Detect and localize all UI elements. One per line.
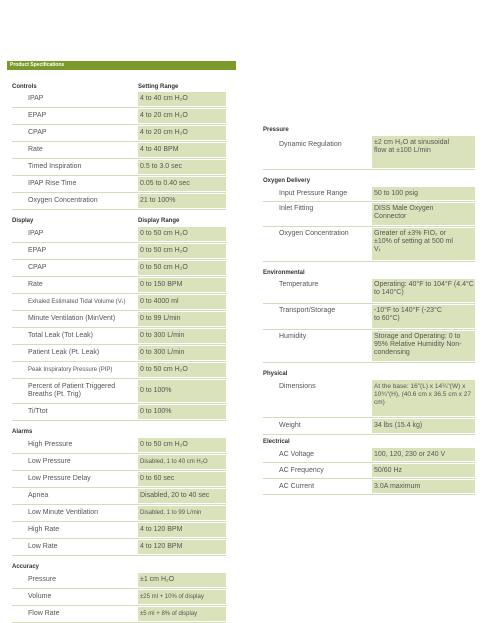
- spec-value: 100, 120, 230 or 240 V: [372, 448, 475, 461]
- spec-label: Patient Leak (Pt. Leak): [28, 349, 100, 356]
- spec-value: Disabled, 1 to 99 L/min: [138, 506, 226, 520]
- spec-row: [12, 471, 226, 488]
- spec-row: [263, 463, 475, 479]
- spec-label: Oxygen Concentration: [28, 197, 98, 204]
- spec-label: High Rate: [28, 526, 60, 533]
- spec-row: [12, 362, 226, 379]
- left-spec-column: [12, 81, 226, 623]
- spec-label: Inlet Fitting: [279, 205, 314, 212]
- spec-value: Disabled, 1 to 40 cm H₂O: [138, 455, 226, 469]
- spec-label: Flow Rate: [28, 610, 60, 617]
- spec-row: [12, 260, 226, 277]
- spec-row: [12, 125, 226, 142]
- oxygen-delivery-header: [263, 170, 475, 186]
- environmental-heading: Environmental: [263, 270, 305, 276]
- spec-value: 50 to 100 psig: [372, 187, 475, 200]
- spec-row: [12, 176, 226, 193]
- spec-label: Low Rate: [28, 543, 58, 550]
- spec-value: ±2 cm H₂O at sinusoidal flow at ±100 L/min: [372, 136, 475, 168]
- right-spec-column: [263, 123, 475, 495]
- accuracy-header: [12, 556, 226, 572]
- spec-label: AC Current: [279, 482, 315, 490]
- spec-label: Oxygen Concentration: [279, 230, 349, 237]
- spec-value: 21 to 100%: [138, 194, 226, 208]
- spec-value: 0 to 300 L/min: [138, 346, 226, 360]
- spec-value: 3.0A maximum: [372, 480, 475, 493]
- spec-row: [12, 277, 226, 294]
- spec-label: Dynamic Regulation: [279, 141, 342, 148]
- physical-heading: Physical: [263, 371, 288, 377]
- spec-label: Input Pressure Range: [279, 189, 348, 197]
- spec-row: [12, 437, 226, 454]
- spec-row: [263, 418, 475, 435]
- spec-row: [12, 142, 226, 159]
- spec-value: Operating: 40°F to 104°F (4.4°C to 140°C): [372, 279, 475, 302]
- environmental-header: [263, 262, 475, 278]
- spec-label: AC Frequency: [279, 466, 324, 474]
- spec-row: [12, 488, 226, 505]
- spec-label: AC Voltage: [279, 450, 315, 458]
- setting-range-heading: Setting Range: [138, 84, 179, 90]
- spec-label: CPAP: [28, 264, 47, 271]
- spec-row: [12, 328, 226, 345]
- spec-row: [12, 379, 226, 404]
- spec-row: [263, 379, 475, 418]
- spec-label: Dimensions: [279, 383, 316, 390]
- spec-row: [263, 202, 475, 227]
- spec-label: IPAP Rise Time: [28, 180, 77, 187]
- spec-row: [12, 294, 226, 311]
- spec-label: CPAP: [28, 129, 47, 136]
- spec-label: Volume: [28, 593, 52, 600]
- alarms-heading: Alarms: [12, 429, 33, 435]
- spec-row: [263, 447, 475, 463]
- spec-value: 0 to 300 L/min: [138, 329, 226, 343]
- spec-value: ±5 ml + 8% of display: [138, 607, 226, 621]
- spec-value: 0 to 50 cm H₂O: [138, 244, 226, 258]
- spec-value: 4 to 120 BPM: [138, 523, 226, 537]
- display-header: [12, 210, 226, 226]
- spec-row: [263, 135, 475, 170]
- spec-label: EPAP: [28, 247, 47, 254]
- spec-value: 0 to 60 sec: [138, 472, 226, 486]
- spec-value: 0 to 99 L/min: [138, 312, 226, 326]
- spec-row: [263, 186, 475, 202]
- spec-row: [263, 227, 475, 262]
- spec-label: Apnea: [28, 492, 49, 499]
- spec-value: Greater of ±3% FIO₂ or ±10% of setting at 500 ml Vₜ: [372, 228, 475, 260]
- spec-value: 34 lbs (15.4 kg): [372, 419, 475, 433]
- spec-row: [12, 108, 226, 125]
- spec-row: [12, 522, 226, 539]
- spec-label: IPAP: [28, 230, 44, 237]
- spec-row: [263, 479, 475, 495]
- spec-value: 4 to 20 cm H₂O: [138, 109, 226, 123]
- spec-row: [12, 193, 226, 210]
- product-specifications-banner: Product Specifications: [7, 61, 236, 70]
- spec-value: 0 to 50 cm H₂O: [138, 261, 226, 275]
- spec-label: Total Leak (Tot Leak): [28, 332, 93, 339]
- spec-label: High Pressure: [28, 441, 73, 448]
- controls-heading: Controls: [12, 84, 37, 90]
- spec-label: Minute Ventilation (MinVent): [28, 315, 116, 322]
- spec-value: At the base: 16"(L) x 14¼"(W) x 10¾"(H), (40.6 cm x 36.5 cm x 27 cm): [372, 380, 475, 416]
- spec-value: 0 to 100%: [138, 380, 226, 402]
- spec-value: Disabled, 20 to 40 sec: [138, 489, 226, 503]
- spec-row: [263, 278, 475, 304]
- display-heading: Display: [12, 218, 34, 224]
- spec-row: [263, 330, 475, 363]
- oxygen-delivery-heading: Oxygen Delivery: [263, 178, 311, 184]
- spec-label: Exhaled Estimated Tidal Volume (Vₜ): [28, 299, 126, 305]
- spec-row: [12, 606, 226, 623]
- spec-label: Weight: [279, 422, 301, 429]
- spec-label: EPAP: [28, 112, 47, 119]
- alarms-header: [12, 421, 226, 437]
- pressure-heading: Pressure: [263, 127, 289, 133]
- spec-label: Low Minute Ventilation: [28, 509, 99, 516]
- spec-value: 0.5 to 3.0 sec: [138, 160, 226, 174]
- spec-row: [12, 404, 226, 421]
- spec-label: Low Pressure: [28, 458, 71, 465]
- spec-label: Peak Inspiratory Pressure (PIP): [28, 367, 113, 373]
- accuracy-heading: Accuracy: [12, 564, 40, 570]
- spec-value: 4 to 40 BPM: [138, 143, 226, 157]
- spec-label: Percent of Patient Triggered Breaths (Pt. Trig): [28, 383, 116, 398]
- spec-row: [12, 454, 226, 471]
- spec-row: [12, 539, 226, 556]
- spec-label: Pressure: [28, 576, 57, 583]
- spec-value: 0 to 50 cm H₂O: [138, 363, 226, 377]
- electrical-heading: Electrical: [263, 439, 290, 445]
- spec-label: Low Pressure Delay: [28, 475, 91, 482]
- spec-row: [12, 589, 226, 606]
- spec-row: [12, 243, 226, 260]
- spec-value: 50/60 Hz: [372, 464, 475, 477]
- spec-value: 0 to 4000 ml: [138, 295, 226, 309]
- spec-row: [12, 505, 226, 522]
- spec-row: [12, 572, 226, 589]
- spec-value: Storage and Operating: 0 to 95% Relative Humidity Non-condensing: [372, 331, 475, 361]
- spec-row: [12, 226, 226, 243]
- physical-header: [263, 363, 475, 379]
- spec-value: 4 to 20 cm H₂O: [138, 126, 226, 140]
- spec-row: [12, 311, 226, 328]
- spec-label: Rate: [28, 281, 43, 288]
- spec-row: [12, 91, 226, 108]
- spec-label: Timed Inspiration: [28, 163, 82, 170]
- spec-value: 0 to 150 BPM: [138, 278, 226, 292]
- spec-value: 0.05 to 0.40 sec: [138, 177, 226, 191]
- spec-value: -10°F to 140°F (-23°C to 60°C): [372, 305, 475, 328]
- pressure-header: [263, 123, 475, 135]
- spec-label: Humidity: [279, 333, 307, 340]
- display-range-heading: Display Range: [138, 218, 180, 224]
- controls-header: [12, 81, 226, 91]
- spec-row: [263, 304, 475, 330]
- spec-value: 4 to 120 BPM: [138, 540, 226, 554]
- spec-value: DISS Male Oxygen Connector: [372, 203, 475, 225]
- spec-value: 0 to 50 cm H₂O: [138, 438, 226, 452]
- spec-row: [12, 345, 226, 362]
- spec-value: 0 to 50 cm H₂O: [138, 227, 226, 241]
- spec-label: Ti/Ttot: [28, 408, 48, 415]
- spec-value: ±1 cm H₂O: [138, 573, 226, 587]
- spec-label: IPAP: [28, 95, 44, 102]
- spec-label: Transport/Storage: [279, 307, 336, 314]
- electrical-header: [263, 435, 475, 447]
- spec-label: Rate: [28, 146, 43, 153]
- spec-row: [12, 159, 226, 176]
- spec-value: 0 to 100%: [138, 405, 226, 419]
- spec-value: 4 to 40 cm H₂O: [138, 92, 226, 106]
- spec-label: Temperature: [279, 281, 319, 288]
- spec-value: ±25 ml + 10% of display: [138, 590, 226, 604]
